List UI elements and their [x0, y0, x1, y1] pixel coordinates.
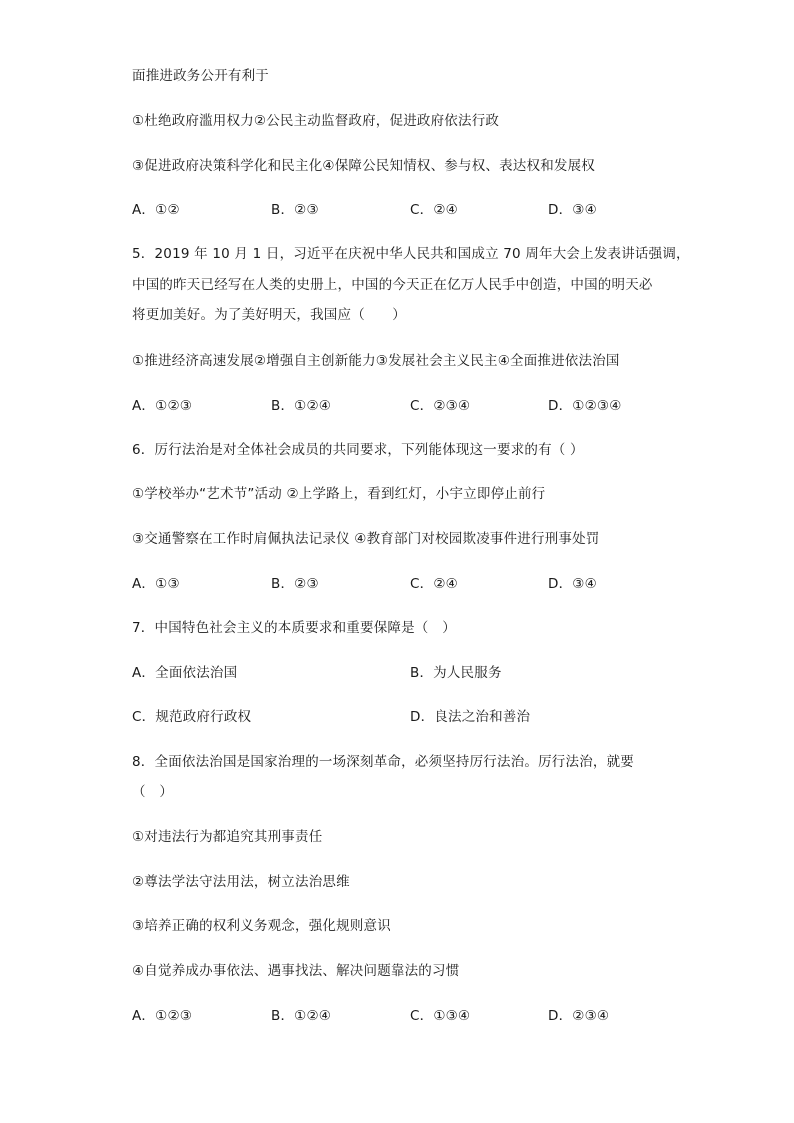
- q5-option-d[interactable]: D．①②③④: [548, 398, 622, 414]
- q7-option-b[interactable]: B．为人民服务: [410, 665, 502, 681]
- q7-option-a[interactable]: A．全面依法治国: [132, 665, 238, 681]
- q4-option-a[interactable]: A．①②: [132, 202, 180, 218]
- q6-items-1-2: ①学校举办“艺术节”活动 ②上学路上，看到红灯，小宇立即停止前行: [132, 486, 546, 502]
- q6-option-b[interactable]: B．②③: [271, 576, 319, 592]
- q6-stem: 6．厉行法治是对全体社会成员的共同要求，下列能体现这一要求的有（ ）: [132, 442, 584, 458]
- q8-stem-line-2: （ ）: [132, 784, 174, 800]
- q4-option-b[interactable]: B．②③: [271, 202, 319, 218]
- q4-stem-continuation: 面推进政务公开有利于: [132, 68, 269, 84]
- q8-option-c[interactable]: C．①③④: [410, 1008, 471, 1024]
- q6-option-c[interactable]: C．②④: [410, 576, 458, 592]
- q7-option-d[interactable]: D．良法之治和善治: [410, 709, 531, 725]
- q8-item-4: ④自觉养成办事依法、遇事找法、解决问题靠法的习惯: [132, 963, 460, 979]
- q5-option-a[interactable]: A．①②③: [132, 398, 193, 414]
- q4-items-3-4: ③促进政府决策科学化和民主化④保障公民知情权、参与权、表达权和发展权: [132, 158, 596, 174]
- q5-stem-line-3: 将更加美好。为了美好明天，我国应（ ）: [132, 307, 406, 323]
- q7-option-c[interactable]: C．规范政府行政权: [132, 709, 252, 725]
- q4-option-d[interactable]: D．③④: [548, 202, 597, 218]
- q8-option-a[interactable]: A．①②③: [132, 1008, 193, 1024]
- q5-option-c[interactable]: C．②③④: [410, 398, 471, 414]
- q8-stem-line-1: 8．全面依法治国是国家治理的一场深刻革命，必须坚持厉行法治。厉行法治，就要: [132, 754, 634, 770]
- q8-option-b[interactable]: B．①②④: [271, 1008, 332, 1024]
- q5-option-b[interactable]: B．①②④: [271, 398, 332, 414]
- q5-items: ①推进经济高速发展②增强自主创新能力③发展社会主义民主④全面推进依法治国: [132, 353, 620, 369]
- q8-item-3: ③培养正确的权利义务观念，强化规则意识: [132, 918, 391, 934]
- q5-stem-line-1: 5．2019 年 10 月 1 日，习近平在庆祝中华人民共和国成立 70 周年大会上发表讲话强调，: [132, 246, 690, 262]
- q4-items-1-2: ①杜绝政府滥用权力②公民主动监督政府，促进政府依法行政: [132, 113, 500, 129]
- q8-item-1: ①对违法行为都追究其刑事责任: [132, 829, 323, 845]
- q6-option-a[interactable]: A．①③: [132, 576, 180, 592]
- q8-option-d[interactable]: D．②③④: [548, 1008, 610, 1024]
- q4-option-c[interactable]: C．②④: [410, 202, 458, 218]
- q5-stem-line-2: 中国的昨天已经写在人类的史册上，中国的今天正在亿万人民手中创造，中国的明天必: [132, 277, 653, 293]
- q6-items-3-4: ③交通警察在工作时肩佩执法记录仪 ④教育部门对校园欺凌事件进行刑事处罚: [132, 531, 600, 547]
- q8-item-2: ②尊法学法守法用法，树立法治思维: [132, 874, 350, 890]
- q6-option-d[interactable]: D．③④: [548, 576, 597, 592]
- q7-stem: 7．中国特色社会主义的本质要求和重要保障是（ ）: [132, 620, 456, 636]
